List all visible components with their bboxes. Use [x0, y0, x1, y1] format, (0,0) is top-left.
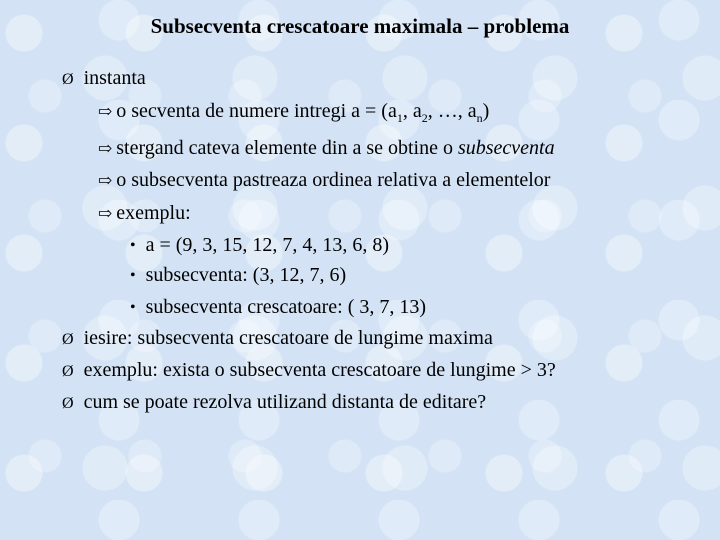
- arrow-bullet-icon: Ø: [62, 331, 74, 348]
- dot-bullet-icon: •: [130, 237, 136, 254]
- arrow-bullet-icon: Ø: [62, 395, 74, 412]
- bullet-exemplu2: [62, 358, 556, 382]
- bullet-ex-a: [130, 233, 389, 257]
- bullet-text: instanta: [83, 67, 146, 89]
- bullet-stergand: [98, 136, 555, 160]
- bullet-instanta: [62, 66, 146, 90]
- bullet-ex-cresc: [130, 295, 426, 319]
- dot-bullet-icon: •: [130, 299, 136, 316]
- bullet-text: stergand cateva elemente din a se obtine o subsecventa: [116, 137, 555, 159]
- bullet-text: subsecventa crescatoare: ( 3, 7, 13): [145, 296, 427, 318]
- arrow-bullet-icon: Ø: [62, 363, 74, 380]
- arrow-bullet-icon: Ø: [62, 71, 74, 88]
- bullet-text: subsecventa: (3, 12, 7, 6): [145, 264, 347, 286]
- bullet-text: a = (9, 3, 15, 12, 7, 4, 13, 6, 8): [145, 234, 390, 256]
- hollow-arrow-icon: ⇨: [98, 204, 113, 223]
- slide-title: Subsecventa crescatoare maximala – problema: [150, 14, 570, 38]
- bullet-text: exemplu: exista o subsecventa crescatoare de lungime > 3?: [83, 359, 556, 381]
- hollow-arrow-icon: ⇨: [98, 102, 113, 121]
- bullet-text: iesire: subsecventa crescatoare de lungime maxima: [83, 327, 493, 349]
- bullet-iesire: [62, 326, 493, 350]
- bullet-ex-sub: [130, 263, 346, 287]
- hollow-arrow-icon: ⇨: [98, 171, 113, 190]
- bullet-pastreaza: [98, 168, 550, 192]
- bullet-text: exemplu:: [116, 202, 191, 224]
- bullet-exemplu: [98, 201, 191, 225]
- hollow-arrow-icon: ⇨: [98, 139, 113, 158]
- bullet-text: o secventa de numere intregi $a = (a_1$, $a_2$, …, $a_n$): [116, 100, 490, 125]
- bullet-rezolva: [62, 390, 486, 414]
- bullet-text: cum se poate rezolva utilizand distanta de editare?: [83, 391, 487, 413]
- bullet-secventa: [98, 99, 489, 123]
- dot-bullet-icon: •: [130, 267, 136, 284]
- bullet-text: o subsecventa pastreaza ordinea relativa a elementelor: [116, 169, 551, 191]
